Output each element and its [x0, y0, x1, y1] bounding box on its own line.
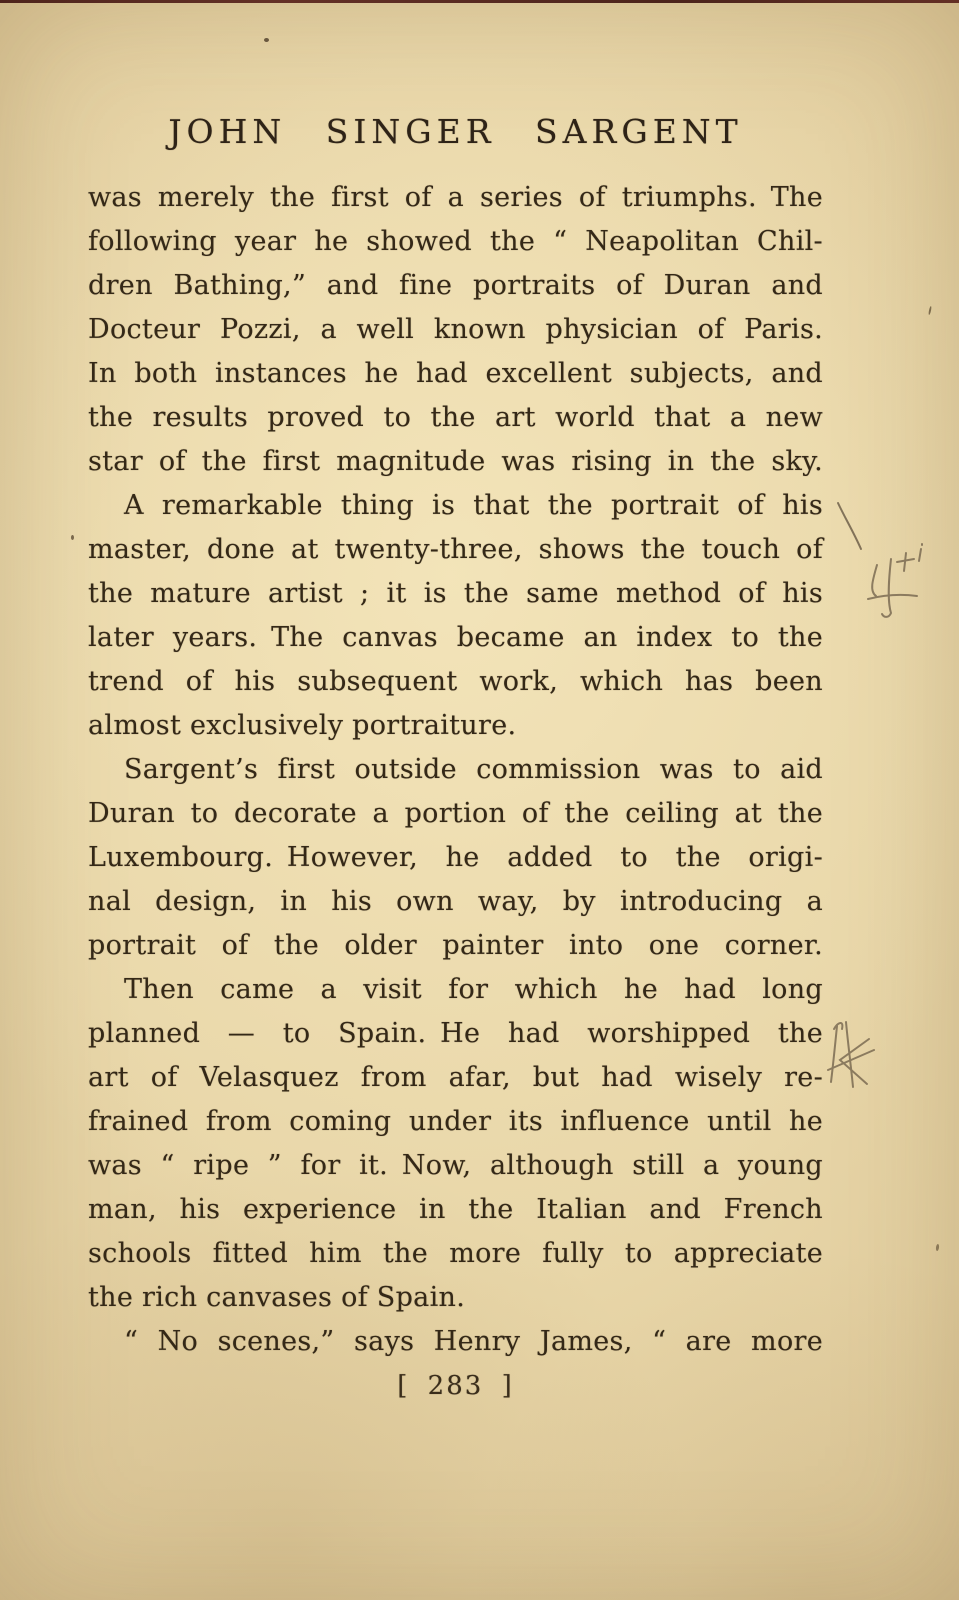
text-line: man, his experience in the Italian and French	[88, 1194, 823, 1225]
text-line: Duran to decorate a portion of the ceiling at the	[88, 798, 823, 829]
text-line: nal design, in his own way, by introducing a	[88, 886, 823, 917]
text-line: later years. The canvas became an index to the	[88, 622, 823, 653]
text-line: following year he showed the “ Neapolitan Chil-	[88, 226, 823, 257]
text-line: A remarkable thing is that the portrait of his	[124, 490, 823, 521]
text-line: “ No scenes,” says Henry James, “ are more	[124, 1326, 823, 1357]
text-line: master, done at twenty-three, shows the touch of	[88, 534, 823, 565]
text-line: frained from coming under its influence until he	[88, 1106, 823, 1137]
text-line: art of Velasquez from afar, but had wisely re-	[88, 1062, 823, 1093]
ink-speck	[264, 38, 269, 42]
binding-edge-line	[0, 0, 959, 3]
pencil-scribble-4plus	[868, 544, 922, 617]
pencil-stroke-diagonal	[838, 503, 861, 549]
text-line: schools fitted him the more fully to appreciate	[88, 1238, 823, 1269]
text-line: trend of his subsequent work, which has been	[88, 666, 823, 697]
text-line: In both instances he had excellent subjects, and	[88, 358, 823, 389]
text-line: almost exclusively portraiture.	[88, 710, 517, 741]
pencil-scribble-k	[828, 1022, 874, 1087]
ink-speck	[71, 535, 74, 540]
page-title: JOHN SINGER SARGENT	[168, 112, 743, 151]
ink-speck	[936, 1244, 940, 1251]
text-line: Luxembourg. However, he added to the origi-	[88, 842, 823, 873]
text-line: the results proved to the art world that a new	[88, 402, 823, 433]
text-line: dren Bathing,” and fine portraits of Duran and	[88, 270, 823, 301]
ink-speck	[928, 306, 932, 315]
text-line: planned — to Spain. He had worshipped the	[88, 1018, 823, 1049]
text-line: was merely the first of a series of triumphs. The	[88, 182, 823, 213]
text-line: the mature artist ; it is the same method of his	[88, 578, 823, 609]
text-line: the rich canvases of Spain.	[88, 1282, 466, 1313]
text-line: portrait of the older painter into one corner.	[88, 930, 823, 961]
text-line: Docteur Pozzi, a well known physician of Paris.	[88, 314, 823, 345]
page-number: [ 283 ]	[397, 1371, 514, 1401]
body-text	[88, 176, 823, 1364]
text-line: Then came a visit for which he had long	[124, 974, 823, 1005]
text-line: Sargent’s first outside commission was to aid	[124, 754, 823, 785]
text-line: was “ ripe ” for it. Now, although still a young	[88, 1150, 823, 1181]
text-line: star of the first magnitude was rising in the sky.	[88, 446, 823, 477]
